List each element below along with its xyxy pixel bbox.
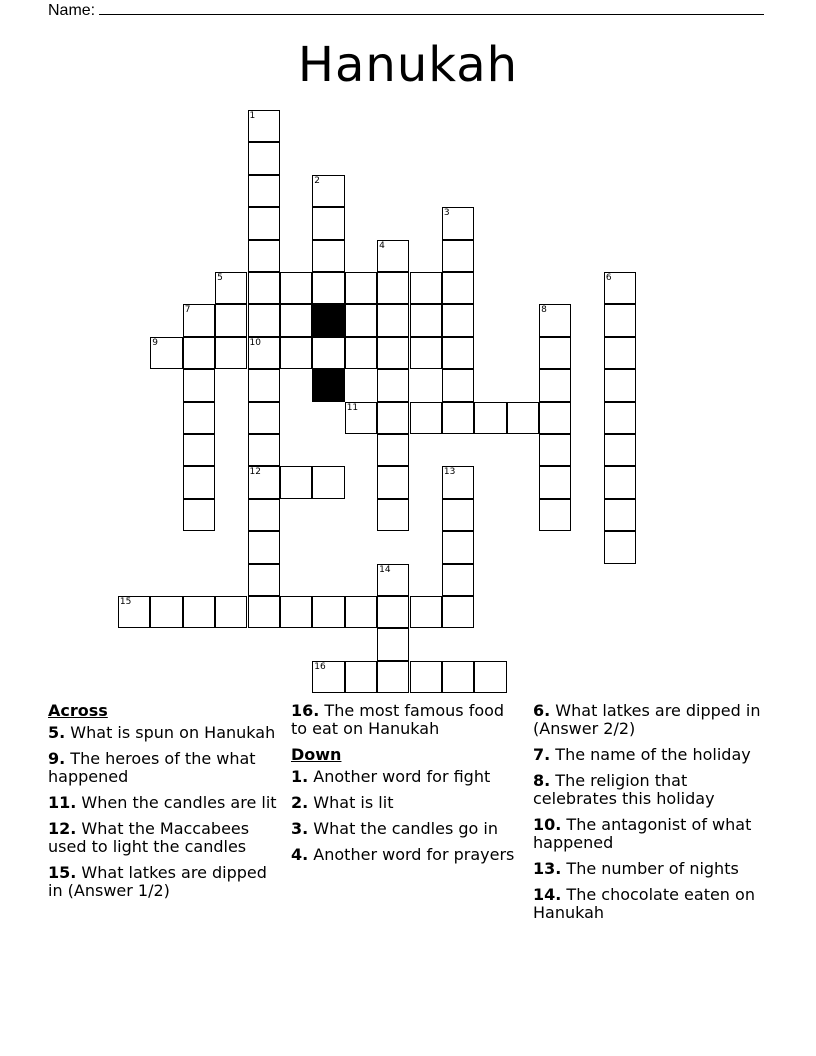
grid-cell[interactable] <box>474 402 506 434</box>
clue-number-label: 2. <box>291 793 309 812</box>
grid-cell[interactable] <box>442 499 474 531</box>
grid-cell[interactable] <box>248 272 280 304</box>
clue-number-label: 5. <box>48 723 66 742</box>
across-heading: Across <box>48 701 108 720</box>
clue-number: 12 <box>249 467 261 478</box>
grid-cell[interactable] <box>604 434 636 466</box>
grid-cell[interactable] <box>183 402 215 434</box>
grid-cell[interactable] <box>604 499 636 531</box>
grid-cell[interactable] <box>442 272 474 304</box>
down-clue <box>533 886 763 922</box>
grid-cell[interactable] <box>150 596 182 628</box>
grid-cell[interactable] <box>377 402 409 434</box>
clue-number: 9 <box>152 337 159 348</box>
clue-column-2 <box>291 702 521 872</box>
down-clue <box>291 820 521 838</box>
grid-cell[interactable] <box>345 304 377 336</box>
grid-cell[interactable] <box>377 466 409 498</box>
grid-cell[interactable] <box>539 466 571 498</box>
grid-cell[interactable] <box>507 402 539 434</box>
clue-number: 5 <box>217 273 223 283</box>
grid-cell[interactable] <box>410 304 442 336</box>
clue-number: 14 <box>379 564 391 575</box>
grid-cell[interactable] <box>377 434 409 466</box>
grid-cell[interactable] <box>604 337 636 369</box>
clue-number: 13 <box>443 467 456 478</box>
across-clue <box>48 820 278 856</box>
grid-cell[interactable] <box>539 499 571 531</box>
grid-cell[interactable] <box>248 499 280 531</box>
clue-text: What is lit <box>308 793 394 812</box>
clue-column-1 <box>48 702 278 908</box>
grid-cell[interactable] <box>410 402 442 434</box>
clue-number: 15 <box>119 597 132 607</box>
grid-cell[interactable] <box>248 175 280 207</box>
grid-cell[interactable] <box>604 304 636 336</box>
grid-cell[interactable] <box>215 304 247 336</box>
grid-cell[interactable] <box>312 272 344 304</box>
clue-number: 7 <box>184 305 191 316</box>
clue-number: 8 <box>541 305 547 316</box>
across-clue <box>48 750 278 786</box>
clue-text: The name of the holiday <box>550 745 751 764</box>
grid-cell[interactable] <box>183 434 215 466</box>
clue-number: 3 <box>443 208 450 219</box>
grid-cell[interactable] <box>248 531 280 563</box>
grid-cell[interactable] <box>442 596 474 628</box>
clue-number: 4 <box>379 240 385 251</box>
clue-number-label: 11. <box>48 793 77 812</box>
grid-cell[interactable] <box>280 337 312 369</box>
grid-cell[interactable] <box>248 402 280 434</box>
across-clue <box>291 702 521 738</box>
grid-cell[interactable] <box>442 337 474 369</box>
grid-cell[interactable] <box>248 240 280 272</box>
grid-cell[interactable] <box>248 369 280 401</box>
clue-text: The religion that celebrates this holiday <box>533 771 715 808</box>
grid-cell[interactable] <box>604 531 636 563</box>
grid-cell[interactable] <box>312 596 344 628</box>
grid-cell[interactable] <box>215 337 247 369</box>
grid-cell[interactable] <box>248 142 280 174</box>
clue-number: 1 <box>249 111 256 121</box>
grid-cell[interactable] <box>183 337 215 369</box>
grid-cell[interactable] <box>183 499 215 531</box>
grid-cell[interactable] <box>539 434 571 466</box>
down-clue <box>291 768 521 786</box>
down-clue-list <box>291 768 521 864</box>
clue-number: 11 <box>346 402 359 413</box>
grid-cell[interactable] <box>312 466 344 498</box>
down-heading: Down <box>291 745 342 764</box>
grid-cell[interactable] <box>442 304 474 336</box>
grid-cell[interactable] <box>248 434 280 466</box>
grid-cell[interactable] <box>377 499 409 531</box>
grid-cell[interactable] <box>248 207 280 239</box>
name-label: Name: <box>48 2 96 19</box>
grid-cell[interactable] <box>215 596 247 628</box>
grid-cell[interactable] <box>377 661 409 693</box>
grid-cell[interactable] <box>442 240 474 272</box>
clue-text: What the Maccabees used to light the candles <box>48 819 250 856</box>
down-clue <box>291 846 521 864</box>
clue-number-label: 4. <box>291 845 309 864</box>
grid-cell[interactable] <box>410 661 442 693</box>
grid-cell[interactable] <box>442 369 474 401</box>
clue-text: What latkes are dipped in (Answer 1/2) <box>48 863 267 900</box>
down-clue <box>533 746 763 764</box>
down-clue <box>291 794 521 812</box>
clue-text: The number of nights <box>561 859 739 878</box>
grid-cell[interactable] <box>377 337 409 369</box>
down-clue <box>533 860 763 878</box>
down-clue <box>533 702 763 738</box>
across-clue <box>48 864 278 900</box>
grid-cell[interactable] <box>248 304 280 336</box>
clue-number-label: 16. <box>291 701 320 720</box>
clue-column-3 <box>533 702 763 930</box>
clue-text: The chocolate eaten on Hanukah <box>533 885 755 922</box>
grid-cell[interactable] <box>183 369 215 401</box>
across-clue <box>48 794 278 812</box>
grid-cell[interactable] <box>312 337 344 369</box>
across-clue-list-continued <box>291 702 521 738</box>
clue-number: 16 <box>314 661 326 672</box>
grid-cell[interactable] <box>539 402 571 434</box>
grid-cell[interactable] <box>280 304 312 336</box>
down-clue <box>533 772 763 808</box>
clue-number-label: 9. <box>48 749 66 768</box>
grid-cell[interactable] <box>345 596 377 628</box>
grid-cell[interactable] <box>345 272 377 304</box>
grid-cell[interactable] <box>280 466 312 498</box>
black-cell <box>312 369 344 401</box>
clue-text: What is spun on Hanukah <box>65 723 276 742</box>
grid-cell[interactable] <box>604 466 636 498</box>
clue-text: The antagonist of what happened <box>533 815 752 852</box>
grid-cell[interactable] <box>442 531 474 563</box>
down-clue-list-continued <box>533 702 763 922</box>
grid-cell[interactable] <box>410 596 442 628</box>
clue-number-label: 3. <box>291 819 309 838</box>
clue-number-label: 6. <box>533 701 551 720</box>
grid-cell[interactable] <box>474 661 506 693</box>
grid-cell[interactable] <box>377 272 409 304</box>
grid-cell[interactable] <box>539 369 571 401</box>
clue-number: 2 <box>314 175 321 186</box>
clue-number-label: 15. <box>48 863 77 882</box>
grid-cell[interactable] <box>377 628 409 660</box>
grid-cell[interactable] <box>345 661 377 693</box>
down-clue <box>533 816 763 852</box>
clue-text: The heroes of the what happened <box>48 749 256 786</box>
grid-cell[interactable] <box>248 596 280 628</box>
grid-cell[interactable] <box>183 596 215 628</box>
clue-number-label: 8. <box>533 771 551 790</box>
grid-cell[interactable] <box>280 596 312 628</box>
grid-cell[interactable] <box>248 564 280 596</box>
grid-cell[interactable] <box>604 402 636 434</box>
clue-text: Another word for fight <box>308 767 491 786</box>
black-cell <box>312 304 344 336</box>
across-clue-list <box>48 724 278 900</box>
clue-number: 6 <box>605 273 612 283</box>
grid-cell[interactable] <box>312 240 344 272</box>
clue-text: What the candles go in <box>308 819 498 838</box>
grid-cell[interactable] <box>345 337 377 369</box>
clue-text: The most famous food to eat on Hanukah <box>291 701 505 738</box>
grid-cell[interactable] <box>442 661 474 693</box>
grid-cell[interactable] <box>410 272 442 304</box>
clue-text: What latkes are dipped in (Answer 2/2) <box>533 701 761 738</box>
clue-number: 10 <box>249 337 261 348</box>
page-title: Hanukah <box>297 37 519 93</box>
grid-cell[interactable] <box>410 337 442 369</box>
clue-number-label: 7. <box>533 745 551 764</box>
clue-number-label: 1. <box>291 767 309 786</box>
clue-number-label: 14. <box>533 885 562 904</box>
grid-cell[interactable] <box>442 564 474 596</box>
grid-cell[interactable] <box>377 369 409 401</box>
grid-cell[interactable] <box>280 272 312 304</box>
grid-cell[interactable] <box>312 207 344 239</box>
grid-cell[interactable] <box>377 304 409 336</box>
clue-number-label: 13. <box>533 859 562 878</box>
grid-cell[interactable] <box>604 369 636 401</box>
grid-cell[interactable] <box>442 402 474 434</box>
grid-cell[interactable] <box>377 596 409 628</box>
grid-cell[interactable] <box>539 337 571 369</box>
clue-number-label: 12. <box>48 819 77 838</box>
clue-text: Another word for prayers <box>308 845 515 864</box>
grid-cell[interactable] <box>183 466 215 498</box>
clue-text: When the candles are lit <box>76 793 277 812</box>
across-clue <box>48 724 278 742</box>
clue-number-label: 10. <box>533 815 562 834</box>
